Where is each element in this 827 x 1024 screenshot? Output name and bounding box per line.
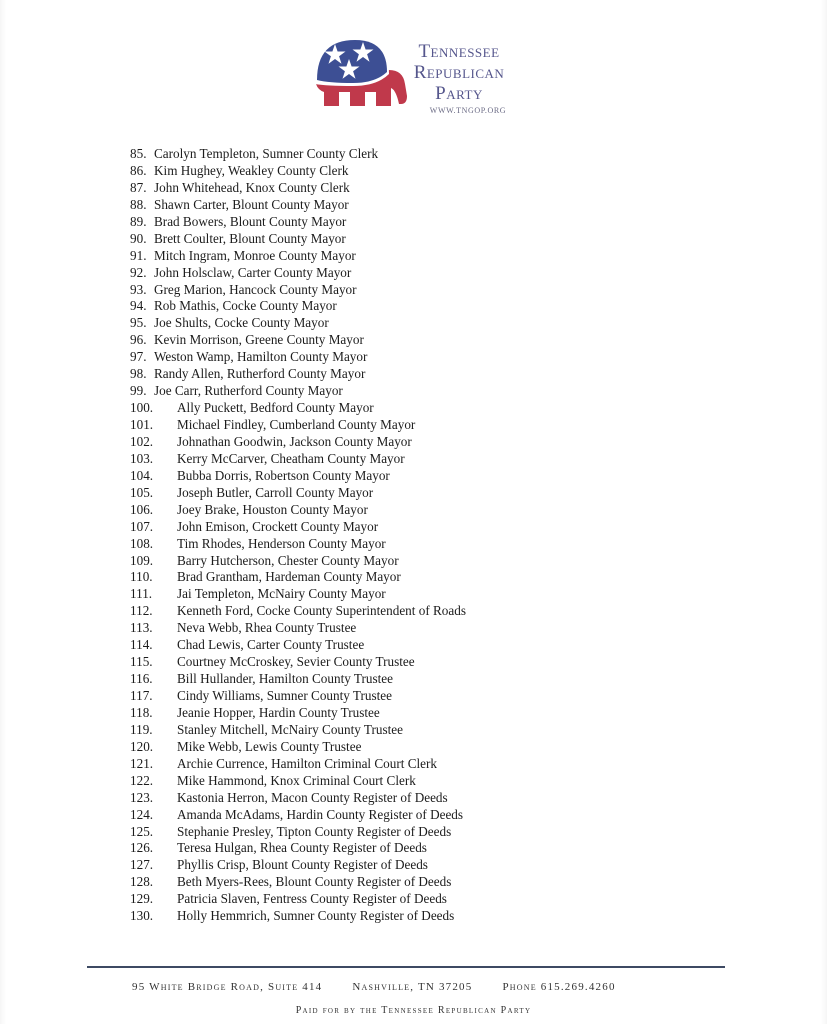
list-item	[130, 824, 690, 841]
list-item-number: 127.	[130, 857, 154, 873]
list-item	[130, 519, 690, 536]
list-item-text: Mitch Ingram, Monroe County Mayor	[154, 247, 356, 263]
list-item-text: Stanley Mitchell, McNairy County Trustee	[177, 721, 404, 737]
list-item-number: 89.	[130, 213, 147, 229]
list-item-number: 130.	[130, 908, 154, 924]
list-item-text: Randy Allen, Rutherford County Mayor	[154, 366, 366, 382]
footer-divider	[87, 966, 725, 968]
list-item	[130, 586, 690, 603]
list-item-text: Amanda McAdams, Hardin County Register of Deeds	[177, 806, 464, 822]
list-item-number: 92.	[130, 264, 147, 280]
footer-phone: Phone 615.269.4260	[502, 981, 616, 993]
list-item-text: Bill Hullander, Hamilton County Trustee	[177, 671, 393, 687]
paid-for-disclaimer: Paid for by the Tennessee Republican Party	[295, 1005, 532, 1016]
list-item-text: Teresa Hulgan, Rhea County Register of Deeds	[177, 840, 427, 856]
list-item-number: 104.	[130, 467, 154, 483]
page-edge-right	[821, 0, 827, 1024]
footer-address: 95 White Bridge Road, Suite 414	[132, 981, 323, 993]
list-item-text: Johnathan Goodwin, Jackson County Mayor	[177, 433, 412, 449]
list-item-number: 106.	[130, 501, 154, 517]
list-item	[130, 231, 690, 248]
list-item-number: 128.	[130, 874, 154, 890]
list-item	[130, 620, 690, 637]
list-item-number: 129.	[130, 891, 154, 907]
list-item	[130, 790, 690, 807]
list-item-text: Kevin Morrison, Greene County Mayor	[154, 332, 364, 348]
list-item-number: 126.	[130, 840, 154, 856]
list-item-number: 122.	[130, 772, 154, 788]
list-item-text: Neva Webb, Rhea County Trustee	[177, 620, 357, 636]
list-item-text: Greg Marion, Hancock County Mayor	[154, 281, 357, 297]
list-item	[130, 298, 690, 315]
list-item-text: Ally Puckett, Bedford County Mayor	[177, 400, 374, 416]
list-item	[130, 180, 690, 197]
brand-line-3: Party	[435, 83, 483, 104]
list-item-text: John Whitehead, Knox County Clerk	[154, 179, 350, 195]
list-item-number: 113.	[130, 620, 153, 636]
list-item	[130, 637, 690, 654]
list-item-text: Rob Mathis, Cocke County Mayor	[154, 298, 337, 314]
list-item-number: 87.	[130, 179, 147, 195]
list-item-text: Michael Findley, Cumberland County Mayor	[177, 417, 416, 432]
footer-city: Nashville, TN 37205	[352, 981, 473, 993]
list-item-number: 120.	[130, 738, 154, 754]
list-item	[130, 807, 690, 824]
list-item-number: 111.	[130, 586, 153, 602]
list-item	[130, 773, 690, 790]
list-item-text: Joseph Butler, Carroll County Mayor	[177, 484, 374, 500]
list-item	[130, 468, 690, 485]
list-item-text: Holly Hemmrich, Sumner County Register of Deeds	[177, 908, 455, 924]
website-url: WWW.TNGOP.ORG	[429, 106, 507, 115]
list-item-number: 91.	[130, 247, 147, 263]
list-item	[130, 722, 690, 739]
list-item-text: Patricia Slaven, Fentress County Register of Deeds	[177, 891, 447, 907]
list-item-number: 108.	[130, 535, 154, 551]
brand-line-2: Republican	[413, 62, 505, 83]
list-item-number: 99.	[130, 383, 147, 399]
list-item-text: John Emison, Crockett County Mayor	[177, 518, 379, 534]
list-item-text: Shawn Carter, Blount County Mayor	[154, 196, 349, 212]
list-item	[130, 417, 690, 434]
list-item	[130, 349, 690, 366]
list-item-number: 118.	[130, 704, 153, 720]
list-item-number: 90.	[130, 230, 147, 246]
endorsement-list	[130, 146, 690, 925]
list-item-number: 121.	[130, 755, 154, 771]
list-item-number: 125.	[130, 823, 154, 839]
list-item-text: Cindy Williams, Sumner County Trustee	[177, 688, 393, 703]
list-item-text: Brett Coulter, Blount County Mayor	[154, 230, 346, 246]
footer-contact	[132, 981, 692, 993]
brand-line-1: Tennessee	[418, 41, 500, 62]
list-item	[130, 265, 690, 282]
list-item-text: Stephanie Presley, Tipton County Register of Deeds	[177, 823, 452, 839]
list-item	[130, 857, 690, 874]
list-item-text: Kastonia Herron, Macon County Register of Deeds	[177, 789, 448, 805]
list-item-text: Kenneth Ford, Cocke County Superintendent of Roads	[177, 603, 466, 619]
list-item	[130, 315, 690, 332]
list-item-number: 86.	[130, 162, 147, 178]
list-item-text: Courtney McCroskey, Sevier County Trustee	[177, 654, 415, 670]
list-item-number: 96.	[130, 332, 147, 348]
list-item	[130, 197, 690, 214]
list-item-text: Tim Rhodes, Henderson County Mayor	[177, 535, 386, 551]
list-item	[130, 603, 690, 620]
list-item-text: Brad Bowers, Blount County Mayor	[154, 213, 347, 229]
list-item-number: 88.	[130, 196, 147, 212]
list-item	[130, 739, 690, 756]
list-item-text: Bubba Dorris, Robertson County Mayor	[177, 467, 390, 483]
list-item-text: Mike Hammond, Knox Criminal Court Clerk	[177, 772, 416, 788]
list-item-number: 95.	[130, 315, 147, 331]
list-item-number: 101.	[130, 417, 154, 432]
list-item	[130, 451, 690, 468]
list-item	[130, 654, 690, 671]
list-item-number: 105.	[130, 484, 154, 500]
list-item-number: 100.	[130, 400, 154, 416]
list-item-text: Mike Webb, Lewis County Trustee	[177, 738, 362, 754]
list-item-number: 112.	[130, 603, 153, 619]
list-item-text: Phyllis Crisp, Blount County Register of Deeds	[177, 857, 428, 873]
list-item-text: Joe Shults, Cocke County Mayor	[154, 315, 329, 331]
list-item-text: Joe Carr, Rutherford County Mayor	[154, 383, 343, 399]
list-item	[130, 434, 690, 451]
list-item	[130, 400, 690, 417]
list-item	[130, 688, 690, 705]
list-item-number: 103.	[130, 450, 154, 466]
party-wordmark	[398, 41, 520, 116]
list-item-text: Joey Brake, Houston County Mayor	[177, 501, 368, 517]
list-item	[130, 569, 690, 586]
list-item	[130, 282, 690, 299]
list-item-text: Kerry McCarver, Cheatham County Mayor	[177, 450, 405, 466]
list-item	[130, 756, 690, 773]
list-item-text: Jai Templeton, McNairy County Mayor	[177, 586, 386, 602]
list-item-number: 85.	[130, 146, 147, 161]
list-item-text: Jeanie Hopper, Hardin County Trustee	[177, 704, 380, 720]
list-item-text: Weston Wamp, Hamilton County Mayor	[154, 349, 368, 365]
list-item-number: 93.	[130, 281, 147, 297]
list-item	[130, 840, 690, 857]
list-item-number: 123.	[130, 789, 154, 805]
list-item	[130, 705, 690, 722]
list-item	[130, 485, 690, 502]
list-item	[130, 874, 690, 891]
list-item-number: 98.	[130, 366, 147, 382]
list-item	[130, 146, 690, 163]
list-item	[130, 332, 690, 349]
list-item	[130, 502, 690, 519]
list-item	[130, 536, 690, 553]
list-item-text: Kim Hughey, Weakley County Clerk	[154, 162, 349, 178]
list-item	[130, 366, 690, 383]
list-item-number: 110.	[130, 569, 153, 585]
list-item	[130, 908, 690, 925]
list-item-number: 117.	[130, 688, 153, 703]
elephant-stars-logo-icon	[313, 34, 409, 114]
list-item	[130, 248, 690, 265]
list-item-number: 102.	[130, 433, 154, 449]
list-item-text: John Holsclaw, Carter County Mayor	[154, 264, 352, 280]
list-item-text: Archie Currence, Hamilton Criminal Court Clerk	[177, 755, 438, 771]
list-item	[130, 163, 690, 180]
list-item-text: Chad Lewis, Carter County Trustee	[177, 637, 365, 653]
list-item-number: 94.	[130, 298, 147, 314]
list-item-text: Barry Hutcherson, Chester County Mayor	[177, 552, 399, 568]
list-item-number: 124.	[130, 806, 154, 822]
page-edge-left	[0, 0, 6, 1024]
list-item-number: 119.	[130, 721, 153, 737]
list-item	[130, 891, 690, 908]
list-item	[130, 671, 690, 688]
list-item-number: 107.	[130, 518, 154, 534]
list-item	[130, 214, 690, 231]
list-item	[130, 383, 690, 400]
list-item-text: Beth Myers-Rees, Blount County Register of Deeds	[177, 874, 452, 890]
list-item-number: 115.	[130, 654, 153, 670]
list-item-text: Brad Grantham, Hardeman County Mayor	[177, 569, 401, 585]
list-item-text: Carolyn Templeton, Sumner County Clerk	[154, 146, 379, 161]
list-item-number: 97.	[130, 349, 147, 365]
list-item-number: 116.	[130, 671, 153, 687]
list-item-number: 109.	[130, 552, 154, 568]
list-item-number: 114.	[130, 637, 153, 653]
list-item	[130, 553, 690, 570]
